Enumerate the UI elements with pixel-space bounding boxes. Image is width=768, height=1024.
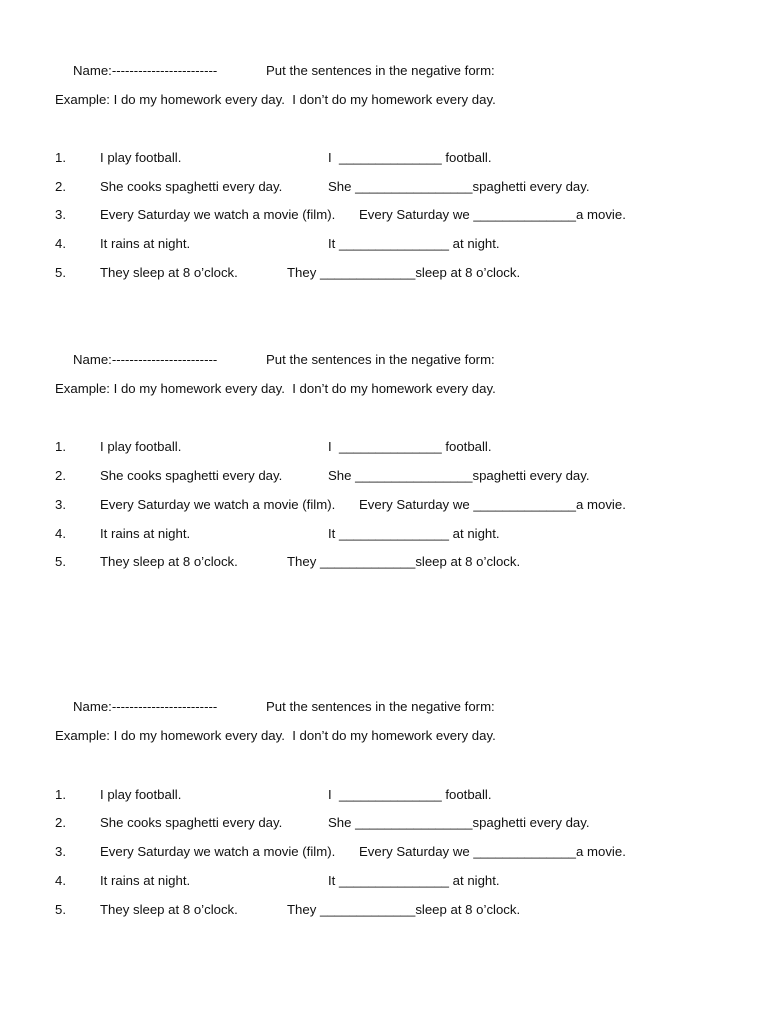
item-sentence: It rains at night. [100, 526, 191, 541]
name-label: Name:------------------------ [73, 63, 218, 78]
item-sentence: She cooks spaghetti every day. [100, 815, 283, 830]
item-sentence: They sleep at 8 o’clock. [100, 902, 238, 917]
item-number: 3. [55, 497, 66, 512]
item-number: 2. [55, 179, 66, 194]
item-answer-blank: Every Saturday we ______________a movie. [359, 844, 626, 859]
item-number: 5. [55, 554, 66, 569]
item-sentence: I play football. [100, 150, 182, 165]
item-sentence: Every Saturday we watch a movie (film). [100, 497, 336, 512]
item-number: 3. [55, 207, 66, 222]
item-number: 5. [55, 265, 66, 280]
item-answer-blank: She ________________spaghetti every day. [328, 468, 590, 483]
item-number: 2. [55, 468, 66, 483]
item-number: 5. [55, 902, 66, 917]
item-number: 1. [55, 439, 66, 454]
item-sentence: I play football. [100, 439, 182, 454]
item-number: 1. [55, 787, 66, 802]
item-answer-blank: It _______________ at night. [328, 873, 500, 888]
item-number: 4. [55, 873, 66, 888]
name-label: Name:------------------------ [73, 352, 218, 367]
item-answer-blank: It _______________ at night. [328, 526, 500, 541]
item-sentence: Every Saturday we watch a movie (film). [100, 207, 336, 222]
item-sentence: It rains at night. [100, 873, 191, 888]
item-answer-blank: Every Saturday we ______________a movie. [359, 497, 626, 512]
item-sentence: I play football. [100, 787, 182, 802]
item-number: 1. [55, 150, 66, 165]
example-sentence: Example: I do my homework every day. I don’t do my homework every day. [55, 381, 496, 396]
item-number: 2. [55, 815, 66, 830]
example-sentence: Example: I do my homework every day. I don’t do my homework every day. [55, 92, 496, 107]
item-sentence: Every Saturday we watch a movie (film). [100, 844, 336, 859]
instruction: Put the sentences in the negative form: [266, 63, 495, 78]
instruction: Put the sentences in the negative form: [266, 352, 495, 367]
instruction: Put the sentences in the negative form: [266, 699, 495, 714]
item-sentence: She cooks spaghetti every day. [100, 179, 283, 194]
item-number: 3. [55, 844, 66, 859]
item-sentence: They sleep at 8 o’clock. [100, 554, 238, 569]
item-sentence: It rains at night. [100, 236, 191, 251]
item-answer-blank: I ______________ football. [328, 150, 492, 165]
item-answer-blank: I ______________ football. [328, 439, 492, 454]
item-answer-blank: I ______________ football. [328, 787, 492, 802]
example-sentence: Example: I do my homework every day. I don’t do my homework every day. [55, 728, 496, 743]
item-sentence: They sleep at 8 o’clock. [100, 265, 238, 280]
item-answer-blank: Every Saturday we ______________a movie. [359, 207, 626, 222]
item-answer-blank: She ________________spaghetti every day. [328, 815, 590, 830]
name-label: Name:------------------------ [73, 699, 218, 714]
item-number: 4. [55, 526, 66, 541]
item-answer-blank: They _____________sleep at 8 o’clock. [287, 554, 521, 569]
item-answer-blank: They _____________sleep at 8 o’clock. [287, 265, 521, 280]
item-number: 4. [55, 236, 66, 251]
item-sentence: She cooks spaghetti every day. [100, 468, 283, 483]
item-answer-blank: They _____________sleep at 8 o’clock. [287, 902, 521, 917]
item-answer-blank: It _______________ at night. [328, 236, 500, 251]
item-answer-blank: She ________________spaghetti every day. [328, 179, 590, 194]
